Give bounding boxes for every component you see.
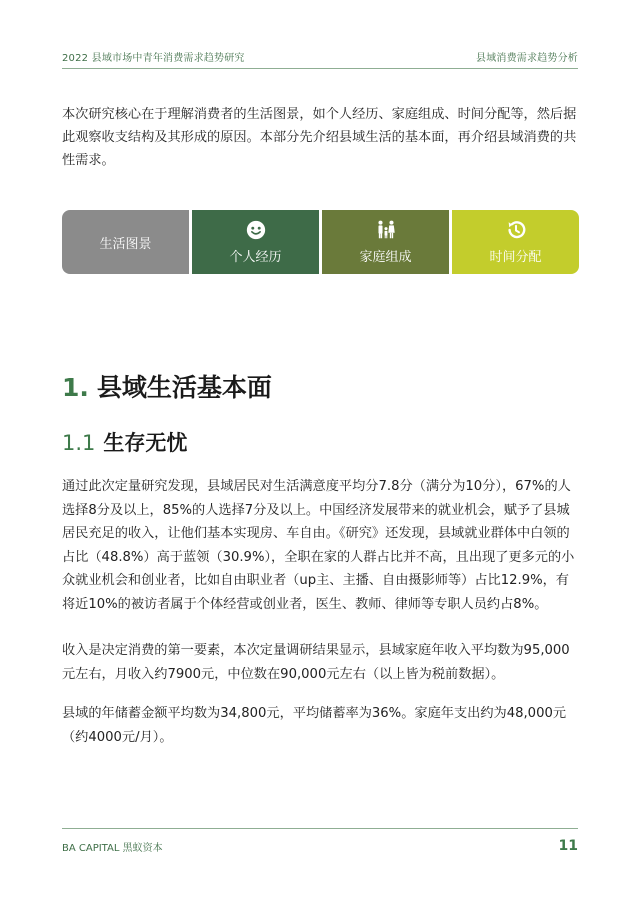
header-divider bbox=[62, 68, 578, 69]
page-footer bbox=[62, 836, 578, 856]
tab-label: 个人经历 bbox=[229, 250, 282, 265]
smiley-icon bbox=[245, 219, 267, 241]
tab-personal-experience bbox=[192, 210, 319, 274]
body-paragraph-savings: 县域的年储蓄金额平均数为34,800元，平均储蓄率为36%。家庭年支出约为48,000元（约4000元/月）。 bbox=[62, 706, 567, 745]
family-icon bbox=[375, 219, 397, 241]
section-number: 1. bbox=[62, 373, 89, 402]
body-paragraph-survey: 通过此次定量研究发现，县域居民对生活满意度平均分7.8分（满分为10分），67%的人选择8分及以上，85%的人选择7分及以上。中国经济发展带来的就业机会，赋予了县城居民充足的收入，让他们基本实现房、车自由。《研究》还发现，县域就业群体中白领的占比（48.8%）高于蓝领（30.9%），全职在家的人群占比并不高，且出现了更多元的小众就业机会和创业者，比如自由职业者（up主、主播、自由摄影师等）占比12.9%，有将近10%的被访者属于个体经营或创业者，医生、教师、律师等专职人员约占8%。 bbox=[62, 479, 575, 612]
tab-time-allocation bbox=[452, 210, 579, 274]
page-number: 11 bbox=[558, 838, 578, 854]
section-title: 县域生活基本面 bbox=[96, 373, 272, 402]
history-clock-icon bbox=[505, 219, 527, 241]
subsection-number: 1.1 bbox=[62, 431, 96, 455]
page-header bbox=[62, 46, 578, 66]
body-paragraph-income: 收入是决定消费的第一要素，本次定量调研结果显示，县域家庭年收入平均数为95,000元左右，月收入约7900元，中位数在90,000元左右（以上皆为税前数据）。 bbox=[62, 643, 570, 682]
footer-brand: BA CAPITAL 黑蚁资本 bbox=[62, 842, 163, 854]
section-heading bbox=[62, 368, 272, 404]
tab-family-composition bbox=[322, 210, 449, 274]
subsection-heading bbox=[62, 427, 187, 457]
tab-label: 家庭组成 bbox=[359, 250, 412, 265]
topic-tabs bbox=[62, 210, 579, 274]
subsection-title: 生存无忧 bbox=[103, 431, 188, 455]
tab-life-picture bbox=[62, 210, 189, 274]
tab-label: 时间分配 bbox=[489, 250, 542, 265]
intro-paragraph: 本次研究核心在于理解消费者的生活图景，如个人经历、家庭组成、时间分配等，然后据此观察收支结构及其形成的原因。本部分先介绍县域生活的基本面，再介绍县域消费的共性需求。 bbox=[62, 107, 577, 168]
footer-divider bbox=[62, 828, 578, 829]
header-section-title: 县域消费需求趋势分析 bbox=[476, 52, 578, 64]
tab-label: 生活图景 bbox=[99, 236, 152, 252]
header-report-title: 2022 县域市场中青年消费需求趋势研究 bbox=[62, 52, 245, 64]
